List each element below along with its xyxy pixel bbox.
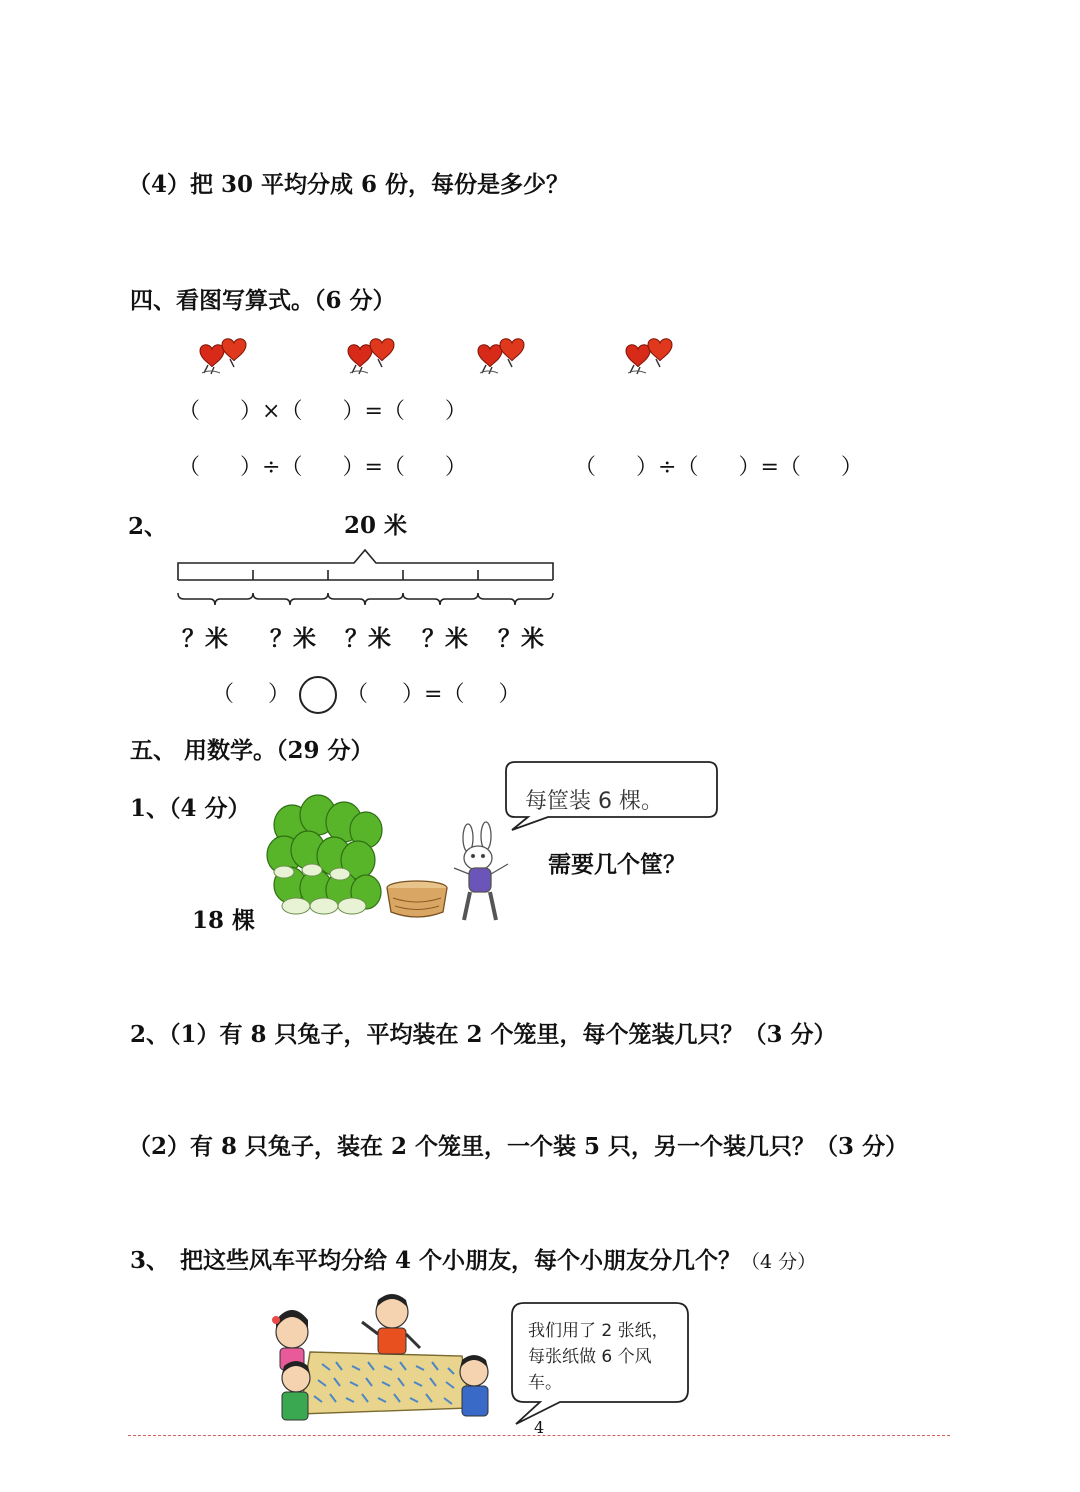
boy-icon bbox=[362, 1294, 420, 1354]
cabbage-count-label: 18 棵 bbox=[192, 907, 256, 934]
question-3-4: （4）把 30 平均分成 6 份，每份是多少？ bbox=[128, 171, 570, 198]
question-5-3-text: 把这些风车平均分给 4 个小朋友，每个小朋友分几个？（4 分） bbox=[180, 1247, 817, 1274]
equation-divide-1[interactable]: （ ）÷（ ）=（ ） bbox=[178, 455, 467, 480]
speech-bubble-text: 我们用了 2 张纸， 每张纸做 6 个风 车。 bbox=[528, 1321, 669, 1393]
pinwheel-table-icon bbox=[300, 1352, 470, 1414]
question-5-2-2: （2）有 8 只兔子，装在 2 个笼里，一个装 5 只，另一个装几只？（3 分） bbox=[128, 1133, 909, 1160]
total-length-label: 20 米 bbox=[344, 512, 408, 539]
equation-circle[interactable]: （ ） （ ）=（ ） bbox=[212, 676, 521, 714]
question-5-1-label: 1、（4 分） bbox=[130, 795, 251, 822]
question-5-1-question: 需要几个筐？ bbox=[548, 851, 686, 878]
section-5-title: 五、 用数学。（29 分） bbox=[130, 737, 374, 764]
part-label: ？米 bbox=[182, 625, 228, 652]
speech-bubble-text: 每筐装 6 棵。 bbox=[525, 789, 663, 814]
part-label: ？米 bbox=[498, 625, 544, 652]
footer-divider bbox=[128, 1435, 950, 1436]
page-number: 4 bbox=[534, 1418, 545, 1437]
equation-multiply[interactable]: （ ）×（ ）=（ ） bbox=[178, 399, 467, 424]
section-4-title: 四、看图写算式。（6 分） bbox=[130, 287, 396, 314]
part-label: ？米 bbox=[270, 625, 316, 652]
question-5-3-label: 3、 bbox=[130, 1247, 170, 1274]
question-4-2-label: 2、 bbox=[128, 513, 168, 540]
girl-icon bbox=[272, 1310, 308, 1370]
part-label: ？米 bbox=[345, 625, 391, 652]
part-label: ？米 bbox=[422, 625, 468, 652]
equation-divide-2[interactable]: （ ）÷（ ）=（ ） bbox=[574, 455, 863, 480]
question-5-2-1: 2、（1）有 8 只兔子，平均装在 2 个笼里，每个笼装几只？（3 分） bbox=[130, 1021, 837, 1048]
